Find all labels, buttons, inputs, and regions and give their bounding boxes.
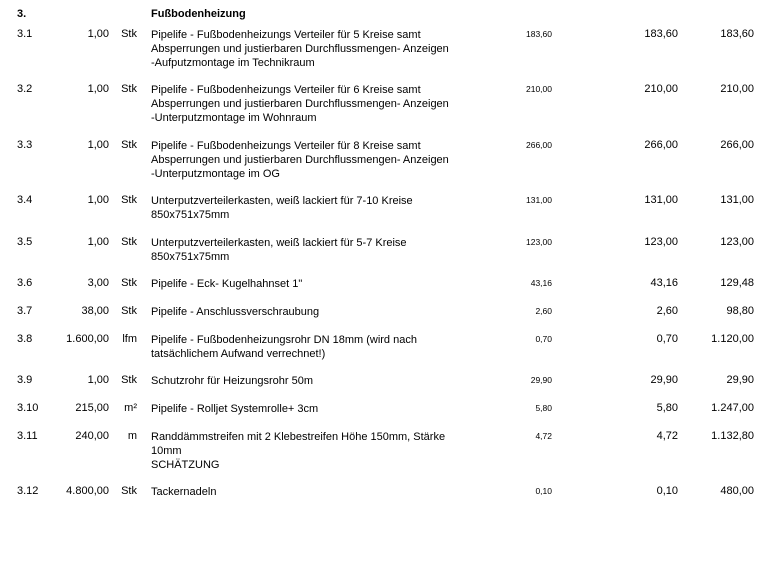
position-number: 3.8 <box>17 333 33 345</box>
unit-label: Stk <box>121 194 137 206</box>
unit-price: 29,90 <box>650 374 678 386</box>
position-number: 3.10 <box>17 402 39 414</box>
description-line: 850x751x75mm <box>151 209 230 221</box>
quantity-value: 4.800,00 <box>66 485 109 497</box>
line-total: 123,00 <box>720 236 754 248</box>
unit-price: 0,70 <box>656 333 678 345</box>
unit-label: m <box>127 430 137 442</box>
unit-label: Stk <box>121 485 137 497</box>
section-title: Fußbodenheizung <box>151 8 246 20</box>
unit-label: Stk <box>121 236 137 248</box>
description-line: Pipelife - Eck- Kugelhahnset 1" <box>151 278 303 290</box>
unit-label: Stk <box>121 139 137 151</box>
description-line: Unterputzverteilerkasten, weiß lackiert für 5-7 Kreise <box>151 237 407 249</box>
unit-price: 131,00 <box>644 194 678 206</box>
quantity-value: 1,00 <box>87 236 109 248</box>
list-price: 210,00 <box>526 84 552 94</box>
description <box>151 305 481 319</box>
quantity-cell <box>40 83 137 95</box>
description <box>151 402 481 416</box>
description <box>151 139 481 181</box>
list-price: 123,00 <box>526 237 552 247</box>
description <box>151 83 481 125</box>
section-number: 3. <box>17 8 27 20</box>
quantity-cell <box>40 139 137 151</box>
description <box>151 374 481 388</box>
unit-price: 5,80 <box>656 402 678 414</box>
description <box>151 28 481 70</box>
description-line: Tackernadeln <box>151 486 217 498</box>
position-number: 3.2 <box>17 83 33 95</box>
description-line: Pipelife - Fußbodenheizungs Verteiler für 5 Kreise samt <box>151 29 421 41</box>
description-line: -Unterputzmontage im OG <box>151 168 280 180</box>
quantity-cell <box>40 305 137 317</box>
list-price: 183,60 <box>526 29 552 39</box>
unit-price: 183,60 <box>644 28 678 40</box>
quantity-value: 240,00 <box>75 430 109 442</box>
unit-price: 123,00 <box>644 236 678 248</box>
list-price: 5,80 <box>535 403 552 413</box>
description-line: Absperrungen und justierbaren Durchflussmengen- Anzeigen <box>151 43 449 55</box>
unit-price: 210,00 <box>644 83 678 95</box>
description <box>151 333 481 361</box>
description-line: Schutzrohr für Heizungsrohr 50m <box>151 375 314 387</box>
quantity-cell <box>40 374 137 386</box>
description-line: Absperrungen und justierbaren Durchflussmengen- Anzeigen <box>151 98 449 110</box>
unit-label: Stk <box>121 277 137 289</box>
position-number: 3.7 <box>17 305 33 317</box>
unit-label: lfm <box>122 333 137 345</box>
list-price: 2,60 <box>535 306 552 316</box>
quantity-value: 3,00 <box>87 277 109 289</box>
line-total: 98,80 <box>726 305 754 317</box>
list-price: 131,00 <box>526 195 552 205</box>
quantity-cell <box>40 236 137 248</box>
unit-label: m² <box>124 402 137 414</box>
description-line: -Unterputzmontage im Wohnraum <box>151 112 317 124</box>
quantity-cell <box>40 194 137 206</box>
unit-price: 4,72 <box>656 430 678 442</box>
description-line: SCHÄTZUNG <box>151 459 220 471</box>
description <box>151 430 481 472</box>
description <box>151 194 481 222</box>
quantity-cell <box>40 430 137 442</box>
description-line: tatsächlichem Aufwand verrechnet!) <box>151 348 326 360</box>
position-number: 3.11 <box>17 430 38 442</box>
position-number: 3.6 <box>17 277 33 289</box>
description-line: Pipelife - Anschlussverschraubung <box>151 306 320 318</box>
quantity-value: 1,00 <box>87 374 109 386</box>
unit-label: Stk <box>121 28 137 40</box>
line-total: 29,90 <box>726 374 754 386</box>
position-number: 3.1 <box>17 28 33 40</box>
quantity-value: 38,00 <box>81 305 109 317</box>
description-line: Randdämmstreifen mit 2 Klebestreifen Höhe 150mm, Stärke <box>151 431 446 443</box>
unit-price: 43,16 <box>650 277 678 289</box>
line-total: 1.132,80 <box>711 430 754 442</box>
quantity-cell <box>40 402 137 414</box>
unit-price: 0,10 <box>656 485 678 497</box>
list-price: 29,90 <box>530 375 552 385</box>
description-line: Pipelife - Fußbodenheizungs Verteiler für 6 Kreise samt <box>151 84 421 96</box>
line-total: 480,00 <box>720 485 754 497</box>
description-line: Unterputzverteilerkasten, weiß lackiert für 7-10 Kreise <box>151 195 413 207</box>
position-number: 3.9 <box>17 374 33 386</box>
description-line: Pipelife - Rolljet Systemrolle+ 3cm <box>151 403 319 415</box>
quantity-value: 1,00 <box>87 83 109 95</box>
line-total: 183,60 <box>720 28 754 40</box>
line-total: 266,00 <box>720 139 754 151</box>
description <box>151 485 481 499</box>
description <box>151 277 481 291</box>
unit-label: Stk <box>121 374 137 386</box>
list-price: 43,16 <box>530 278 552 288</box>
line-total: 131,00 <box>720 194 754 206</box>
line-total: 1.120,00 <box>711 333 754 345</box>
position-number: 3.3 <box>17 139 33 151</box>
line-total: 129,48 <box>720 277 754 289</box>
quantity-value: 1.600,00 <box>66 333 109 345</box>
quantity-cell <box>40 333 137 345</box>
description-line: 850x751x75mm <box>151 251 230 263</box>
unit-label: Stk <box>121 83 137 95</box>
list-price: 4,72 <box>535 431 552 441</box>
unit-label: Stk <box>121 305 137 317</box>
list-price: 0,10 <box>535 486 552 496</box>
description-line: -Aufputzmontage im Technikraum <box>151 57 315 69</box>
position-number: 3.5 <box>17 236 33 248</box>
list-price: 266,00 <box>526 140 552 150</box>
line-total: 210,00 <box>720 83 754 95</box>
quantity-cell <box>40 277 137 289</box>
description-line: 10mm <box>151 445 182 457</box>
unit-price: 2,60 <box>656 305 678 317</box>
position-number: 3.12 <box>17 485 39 497</box>
quantity-value: 1,00 <box>87 194 109 206</box>
unit-price: 266,00 <box>644 139 678 151</box>
quantity-value: 215,00 <box>75 402 109 414</box>
list-price: 0,70 <box>535 334 552 344</box>
description <box>151 236 481 264</box>
quantity-cell <box>40 28 137 40</box>
line-total: 1.247,00 <box>711 402 754 414</box>
quantity-value: 1,00 <box>87 28 109 40</box>
quantity-value: 1,00 <box>87 139 109 151</box>
quantity-cell <box>40 485 137 497</box>
description-line: Pipelife - Fußbodenheizungsrohr DN 18mm (wird nach <box>151 334 417 346</box>
description-line: Pipelife - Fußbodenheizungs Verteiler für 8 Kreise samt <box>151 140 421 152</box>
position-number: 3.4 <box>17 194 33 206</box>
description-line: Absperrungen und justierbaren Durchflussmengen- Anzeigen <box>151 154 449 166</box>
